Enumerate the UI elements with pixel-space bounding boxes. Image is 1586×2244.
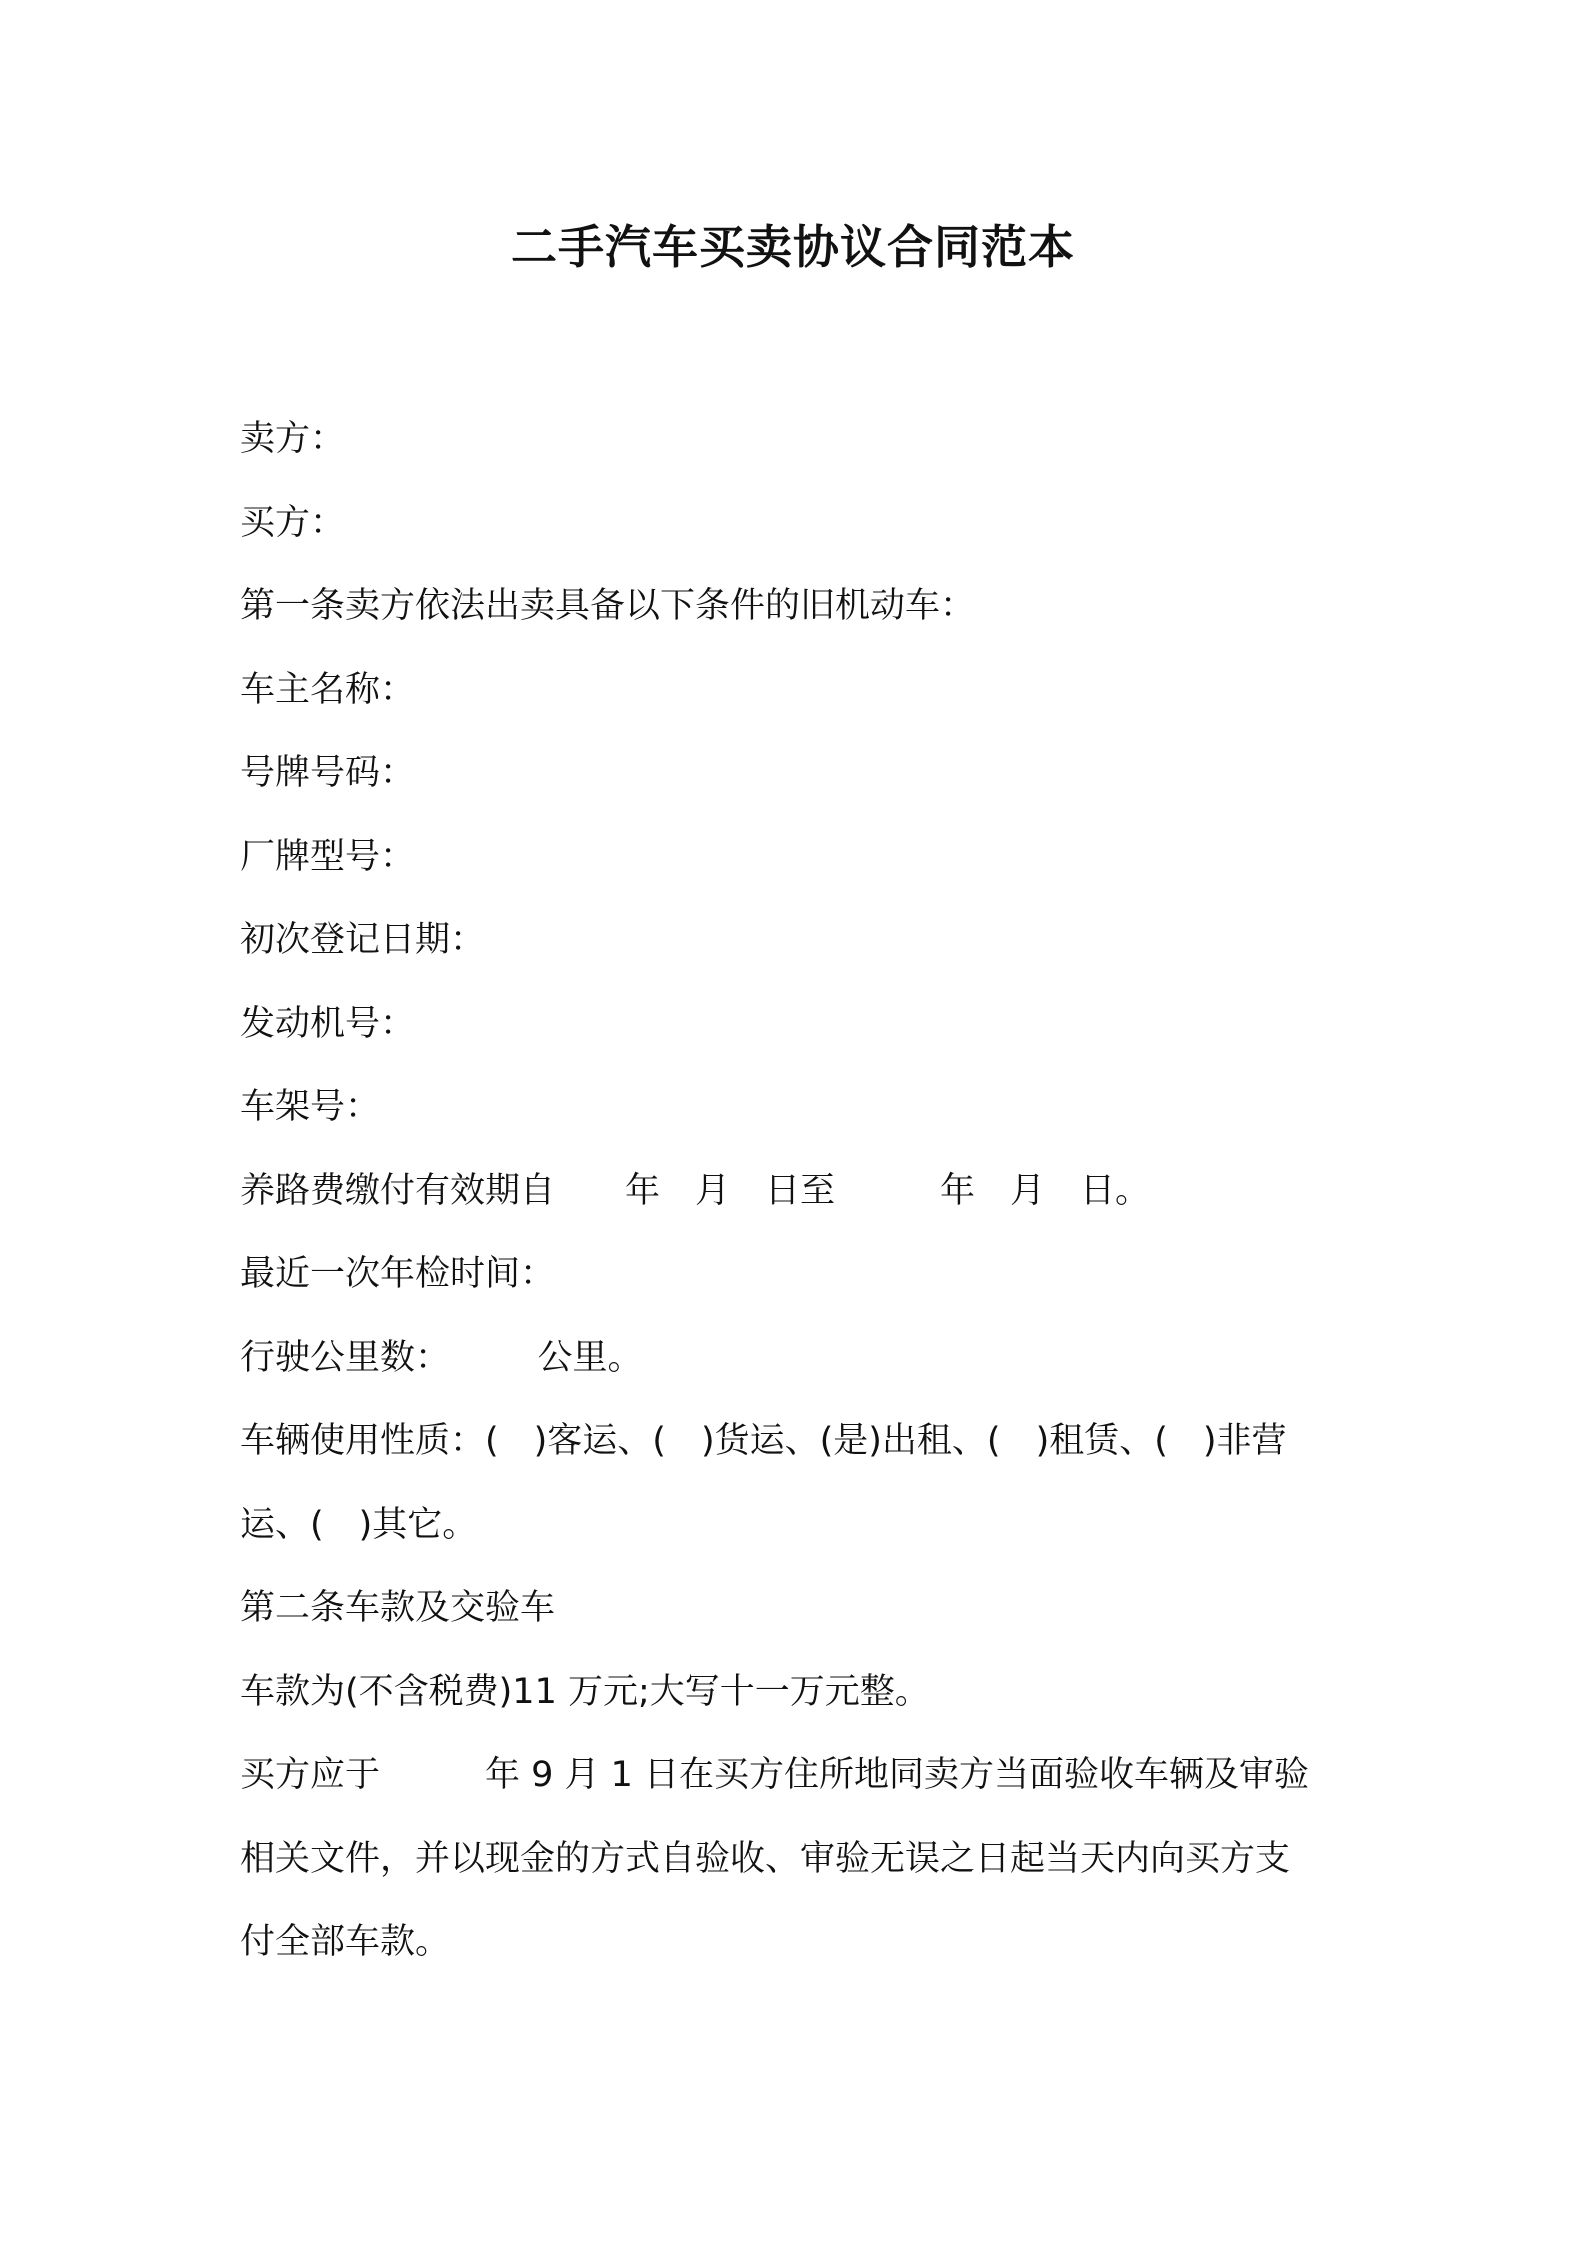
- engine-number-line: 发动机号：: [240, 1003, 416, 1044]
- frame-number-line: 车架号：: [240, 1087, 381, 1127]
- usage-nature-line: 车辆使用性质：( )客运、( )货运、(是)出租、( )租赁、( )非营: [240, 1421, 1287, 1461]
- seller-line: 卖方：: [240, 419, 346, 459]
- article-two-heading: 第二条车款及交验车: [240, 1588, 556, 1628]
- price-line: 车款为(不含税费)11 万元;大写十一万元整。: [240, 1671, 930, 1712]
- buyer-line: 买方：: [240, 502, 346, 543]
- usage-nature-continued-line: 运、( )其它。: [240, 1504, 478, 1545]
- document-title: 二手汽车买卖协议合同范本: [511, 220, 1075, 274]
- owner-name-line: 车主名称：: [240, 669, 416, 710]
- document-body: [240, 398, 1370, 1985]
- inspection-payment-line-2: 相关文件，并以现金的方式自验收、审验无误之日起当天内向买方支: [240, 1838, 1291, 1879]
- last-inspection-line: 最近一次年检时间：: [240, 1254, 556, 1294]
- first-registration-line: 初次登记日期：: [240, 920, 486, 960]
- inspection-payment-line-3: 付全部车款。: [240, 1922, 451, 1962]
- road-fee-validity-line: 养路费缴付有效期自 年 月 日至 年 月 日。: [240, 1170, 1151, 1211]
- brand-model-line: 厂牌型号：: [240, 836, 416, 877]
- inspection-payment-line-1: 买方应于 年 9 月 1 日在买方住所地同卖方当面验收车辆及审验: [240, 1755, 1310, 1795]
- article-one-heading: 第一条卖方依法出卖具备以下条件的旧机动车：: [240, 586, 976, 626]
- mileage-line: 行驶公里数： 公里。: [240, 1337, 643, 1378]
- plate-number-line: 号牌号码：: [240, 753, 416, 793]
